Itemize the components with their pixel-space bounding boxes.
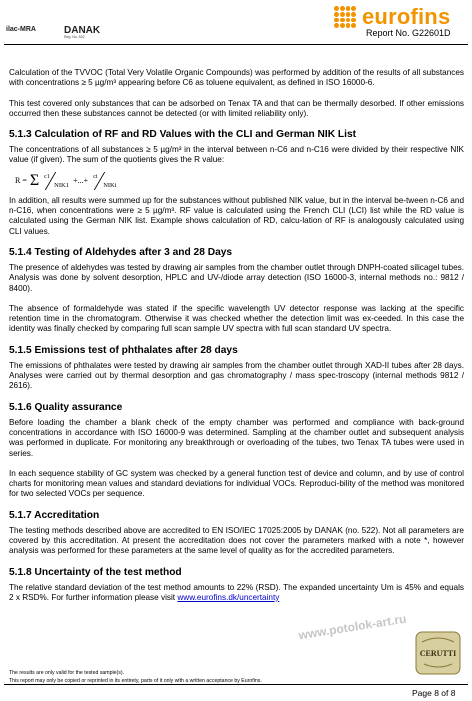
report-body bbox=[9, 68, 464, 603]
uncertainty-text: The relative standard deviation of the test method amounts to 22% (RSD). The expanded uncertainty Um is 45% and equals 2 x RSD%. For further information please visit bbox=[9, 582, 464, 602]
stamp-text: CERUTTI bbox=[419, 649, 457, 658]
eurofins-logo bbox=[334, 4, 466, 30]
section-5-1-5-paragraph-1: The emissions of phthalates were tested by drawing air samples from the chamber outlet through XAD-II tubes after 28 days. Analyses were carried out by thermal desorption and gas chromatography / mass spec-troscopy (internal methods 9812 / 2616). bbox=[9, 360, 464, 391]
formula-fraction-2: ci NIKi bbox=[93, 173, 117, 189]
header-divider bbox=[4, 44, 468, 45]
section-5-1-8-paragraph-1 bbox=[9, 583, 464, 604]
section-5-1-4-title: 5.1.4 Testing of Aldehydes after 3 and 28 Days bbox=[9, 246, 233, 258]
eurofins-mark-icon bbox=[334, 6, 356, 28]
section-5-1-3-paragraph-1: The concentrations of all substances ≥ 5 µg/m³ in the interval between n-C6 and n-C16 were divided by their respective NIK value (if given). The sum of the quotients gives the R value: bbox=[9, 145, 464, 165]
section-5-1-3-paragraph-2: In addition, all results were summed up for the substances without published NIK value, but in the interval be-tween n-C6 and n-C16, when concentrations were ≥ 5 µg/m³. RF value is calculated using the French CLI (LCI) list while the RD value is calculated using the German NIK list. Example shows calculation of RD, calcu-lation of RF is analogously calculated using CLI values. bbox=[9, 195, 464, 236]
ilac-logo: ilac-MRA bbox=[6, 26, 36, 33]
danak-logo: DANAK bbox=[64, 25, 101, 36]
uncertainty-link[interactable]: www.eurofins.dk/uncertainty bbox=[177, 592, 280, 602]
section-5-1-3-title: 5.1.3 Calculation of RF and RD Values with the CLI and German NIK List bbox=[9, 129, 356, 141]
page-number: Page 8 of 8 bbox=[412, 688, 456, 698]
sigma-symbol: Σ bbox=[29, 171, 40, 189]
intro-paragraph-1: Calculation of the TVVOC (Total Very Volatile Organic Compounds) was performed by addition of the results of all substances with concentrations ≥ 5 µg/m³ appearing before C6 as toluene equivalent, as defined in ISO 16000-6. bbox=[9, 68, 464, 88]
section-5-1-6-paragraph-1: Before loading the chamber a blank check of the empty chamber was performed and compliance with back-ground concentrations in accordance with ISO 16000-9 was determined. Sampling at the chamber outlet and subsequent analysis was performed in duplicate. For monitoring any breakthrough or overloading of the tubes, two Tenax TA tubes were used in series. bbox=[9, 417, 464, 458]
r-value-formula bbox=[15, 168, 464, 194]
footer-note-2: This report may only be copied or reprinted in its entirety, parts of it only with a written acceptance by Eurofins. bbox=[9, 678, 262, 684]
cerutti-stamp-icon bbox=[414, 630, 462, 676]
brand-name: eurofins bbox=[362, 4, 451, 29]
watermark: www.potolok-art.ru bbox=[297, 611, 408, 643]
footer-divider bbox=[4, 684, 468, 685]
footer-note-1: The results are only valid for the tested sample(s). bbox=[9, 670, 125, 676]
section-5-1-7-title: 5.1.7 Accreditation bbox=[9, 509, 100, 521]
section-5-1-7-paragraph-1: The testing methods described above are accredited to EN ISO/IEC 17025:2005 by DANAK (no. 522). Not all parameters are covered by this accreditation. At present the accreditation does not cover the parameters marked with a note *, however analysis was performed for these parameters at the same level of quality as for the accredited parameters. bbox=[9, 525, 464, 556]
intro-paragraph-2: This test covered only substances that can be adsorbed on Tenax TA and that can be thermally desorbed. If other emissions occurred then these substances cannot be detected (or with limited reliability only). bbox=[9, 98, 464, 118]
section-5-1-6-paragraph-2: In each sequence stability of GC system was checked by a general function test of device and column, and by use of control charts for monitoring mean values and standard deviations for individual VOCs. Reproduci-bility of the method was monitored for two selected VOCs per sequence. bbox=[9, 468, 464, 499]
section-5-1-6-title: 5.1.6 Quality assurance bbox=[9, 401, 123, 413]
section-5-1-8-title: 5.1.8 Uncertainty of the test method bbox=[9, 566, 182, 578]
danak-reg: Reg. No. 522 bbox=[64, 35, 85, 39]
report-number: Report No. G22601D bbox=[366, 28, 451, 38]
formula-lhs: R = bbox=[15, 175, 27, 185]
formula-mid: +...+ bbox=[73, 175, 89, 185]
section-5-1-4-paragraph-1: The presence of aldehydes was tested by drawing air samples from the chamber outlet through DNPH-coated silicagel tubes. Analysis was done by solvent desorption, HPLC and UV-/diode array detection (ISO 16000-3, internal methods no.: 9812 / 8400). bbox=[9, 262, 464, 293]
formula-fraction-1: c1 NIK1 bbox=[44, 173, 69, 189]
section-5-1-4-paragraph-2: The absence of formaldehyde was stated if the specific wavelength UV detector response was lacking at the specific retention time in the chromatogram. Otherwise it was checked whether the detection limit was ex-ceeded. In this case the identity was finally checked by comparing full scan sample UV spectra with full scan standard UV spectra. bbox=[9, 303, 464, 334]
section-5-1-5-title: 5.1.5 Emissions test of phthalates after 28 days bbox=[9, 344, 238, 356]
